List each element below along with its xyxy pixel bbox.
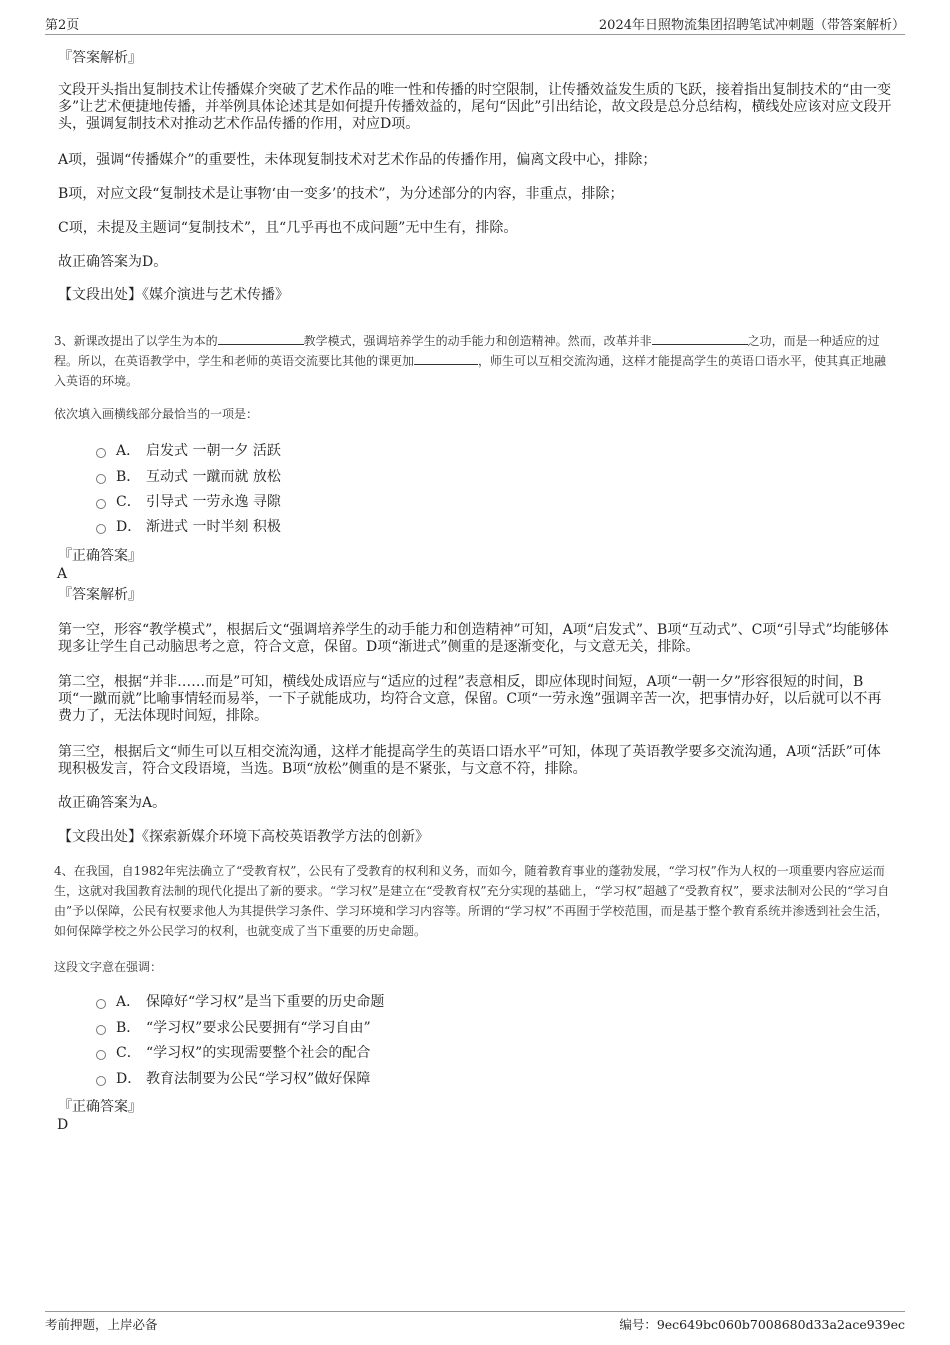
q2-analysis-b: B项，对应文段“复制技术是让事物‘由一变多’的技术”，为分述部分的内容，非重点，排除； — [58, 186, 624, 202]
q3-stem-part2: 教学模式，强调培养学生的动手能力和创造精神。然而，改革并非 — [303, 334, 652, 348]
q4-prompt: 这段文字意在强调： — [54, 960, 163, 974]
option-text: 互动式 一蹴而就 放松 — [146, 469, 281, 485]
q3-source-label: 【文段出处】 — [58, 829, 142, 845]
q3-stem-part4: ，师生可以互相交流沟通，这样才能提高学生的英语口语水平，使其真正地融入英语的环境。 — [54, 354, 887, 388]
q4-stem: 4、在我国，自1982年宪法确立了“受教育权”，公民有了受教育的权利和义务，而如今，随着教育事业的蓬勃发展，“学习权”作为人权的一项重要内容应运而生，这就对我国教育法制的现代化提出了新的要求。“学习权”是建立在“受教育权”充分实现的基础上，“学习权”超越了“受教育权”，要求法制对公民的“学习自由”予以保障，公民有权要求他人为其提供学习条件、学习环境和学习内容等。所谓的“学习权”不再囿于学校范围，而是基于整个教育系统并渗透到社会生活，如何保障学校之外公民学习的权利，也就变成了当下重要的历史命题。 — [54, 864, 890, 938]
q3-option-a[interactable] — [96, 442, 281, 460]
q3-prompt: 依次填入画横线部分最恰当的一项是： — [54, 407, 259, 421]
q3-stem — [54, 331, 892, 391]
q3-analysis-p2: 第二空，根据“并非……而是”可知，横线处成语应与“适应的过程”表意相反，即应体现时间短，A项“一朝一夕”形容很短的时间，B项“一蹴而就”比喻事情轻而易举，一下子就能成功，均符合文意，保留。C项“一劳永逸”强调辛苦一次，把事情办好，以后就可以不再费力了，无法体现时间短，排除。 — [58, 674, 882, 724]
q3-stem-part1: 3、新课改提出了以学生为本的 — [54, 334, 218, 348]
q3-blank-2 — [652, 332, 748, 345]
option-text: “学习权”要求公民要拥有“学习自由” — [146, 1020, 371, 1036]
option-letter: D． — [116, 519, 142, 535]
q3-analysis-p3: 第三空，根据后文“师生可以互相交流沟通，这样才能提高学生的英语口语水平”可知，体现了英语教学要多交流沟通，A项“活跃”可体现积极发言，符合文段语境，当选。B项“放松”侧重的是不紧张，与文意不符，排除。 — [58, 744, 881, 777]
q3-analysis-p1: 第一空，形容“教学模式”，根据后文“强调培养学生的动手能力和创造精神”可知，A项“启发式”、B项“互动式”、C项“引导式”均能够体现多让学生自己动脑思考之意，符合文意，保留。D项“渐进式”侧重的是逐渐变化，与文意无关，排除。 — [58, 622, 889, 655]
page-footer — [45, 1311, 905, 1332]
q2-source-label: 【文段出处】 — [58, 287, 142, 303]
q3-stem-part3: 之功，而是一种适应的过程。所以，在英语教学中，学生和老师的英语交流要比其他的课更加 — [54, 334, 880, 368]
option-letter: C． — [116, 494, 141, 510]
q2-source — [58, 287, 892, 304]
radio-icon[interactable] — [96, 499, 106, 509]
q4-option-d[interactable] — [96, 1070, 370, 1088]
option-letter: C． — [116, 1045, 141, 1061]
option-text: 引导式 一劳永逸 寻隙 — [146, 494, 281, 510]
q4-option-a[interactable] — [96, 993, 384, 1011]
option-text: 保障好“学习权”是当下重要的历史命题 — [146, 994, 385, 1010]
page-header — [45, 14, 905, 35]
page-number: 第2页 — [45, 18, 80, 33]
footer-slogan: 考前押题，上岸必备 — [45, 1317, 158, 1332]
code-label: 编号： — [619, 1317, 657, 1332]
q3-option-c[interactable] — [96, 493, 281, 511]
q3-answer-title: 『正确答案』 — [58, 548, 142, 564]
q2-analysis-c: C项，未提及主题词“复制技术”，且“几乎再也不成问题”无中生有，排除。 — [58, 220, 518, 236]
radio-icon[interactable] — [96, 524, 106, 534]
option-letter: A． — [116, 443, 141, 459]
option-letter: B． — [116, 469, 141, 485]
radio-icon[interactable] — [96, 474, 106, 484]
q2-analysis-p1: 文段开头指出复制技术让传播媒介突破了艺术作品的唯一性和传播的时空限制，让传播效益发生质的飞跃，接着指出复制技术的“由一变多”让艺术便捷地传播，并举例具体论述其是如何提升传播效益的，尾句“因此”引出结论，故文段是总分总结构，横线处应该对应文段开头，强调复制技术对推动艺术作品传播的作用，对应D项。 — [58, 82, 892, 132]
code-value: 9ec649bc060b7008680d33a2ace939ec — [656, 1317, 905, 1332]
q4-option-b[interactable] — [96, 1019, 371, 1037]
radio-icon[interactable] — [96, 999, 106, 1009]
q3-conclusion: 故正确答案为A。 — [58, 795, 167, 811]
option-text: 渐进式 一时半刻 积极 — [146, 519, 281, 535]
document-code — [619, 1315, 905, 1333]
option-letter: D． — [116, 1071, 142, 1087]
q2-analysis-title: 『答案解析』 — [58, 50, 142, 66]
q3-source — [58, 829, 892, 846]
q2-analysis-a: A项，强调“传播媒介”的重要性，未体现复制技术对艺术作品的传播作用，偏离文段中心，排除； — [58, 152, 657, 168]
option-text: 教育法制要为公民“学习权”做好保障 — [146, 1071, 371, 1087]
radio-icon[interactable] — [96, 1050, 106, 1060]
q3-answer: A — [57, 566, 68, 582]
q3-option-b[interactable] — [96, 468, 281, 486]
q3-source-title: 《探索新媒介环境下高校英语教学方法的创新》 — [142, 829, 429, 845]
option-text: 启发式 一朝一夕 活跃 — [146, 443, 281, 459]
q4-answer: D — [57, 1117, 69, 1133]
q2-source-title: 《媒介演进与艺术传播》 — [142, 287, 289, 303]
q3-blank-1 — [218, 332, 304, 345]
q4-answer-title: 『正确答案』 — [58, 1099, 142, 1115]
q3-analysis-title: 『答案解析』 — [58, 587, 142, 603]
radio-icon[interactable] — [96, 1025, 106, 1035]
q2-conclusion: 故正确答案为D。 — [58, 254, 168, 270]
radio-icon[interactable] — [96, 448, 106, 458]
option-text: “学习权”的实现需要整个社会的配合 — [146, 1045, 371, 1061]
document-title: 2024年日照物流集团招聘笔试冲刺题（带答案解析） — [598, 18, 905, 33]
option-letter: A． — [116, 994, 141, 1010]
option-letter: B． — [116, 1020, 141, 1036]
q3-blank-3 — [414, 352, 478, 365]
radio-icon[interactable] — [96, 1076, 106, 1086]
q4-option-c[interactable] — [96, 1044, 370, 1062]
q3-option-d[interactable] — [96, 518, 281, 536]
